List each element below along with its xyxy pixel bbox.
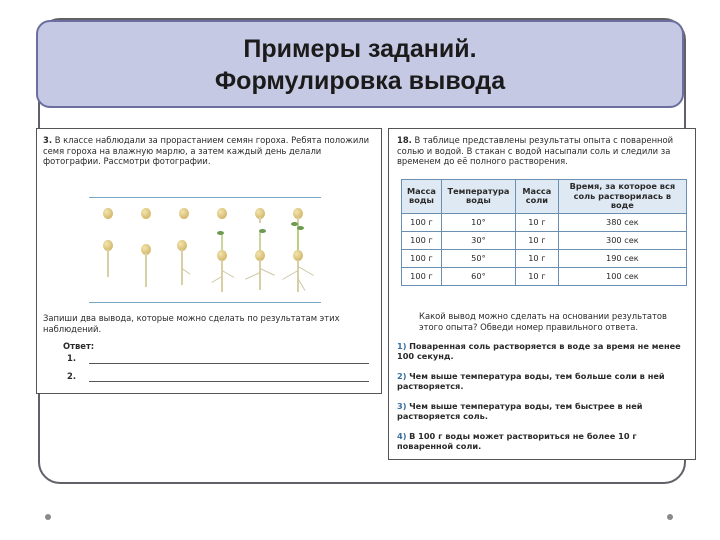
seed-day-3 [179, 208, 189, 219]
root-branch [298, 266, 314, 276]
corner-dot-right [667, 514, 673, 520]
root [259, 260, 261, 290]
table-header: Масса воды [402, 180, 442, 214]
answer-2-line[interactable] [89, 381, 369, 382]
answer-option-1[interactable] [397, 341, 689, 361]
option-number: 3) [397, 401, 407, 411]
task-18-text-block [397, 135, 689, 167]
table-row [402, 231, 687, 249]
table-cell: 60° [441, 267, 515, 285]
sprout [259, 217, 261, 223]
stem [259, 232, 261, 250]
table-cell: 10 г [515, 249, 558, 267]
table-cell: 190 сек [558, 249, 686, 267]
table-header: Температура воды [441, 180, 515, 214]
task-18-panel [388, 128, 696, 460]
table-cell: 30° [441, 231, 515, 249]
leaf [297, 226, 304, 230]
table-cell: 10 г [515, 231, 558, 249]
task-18-number: 18. [397, 135, 412, 145]
table-header-row [402, 180, 687, 214]
task-18-question: Какой вывод можно сделать на основании результатов этого опыта? Обведи номер правильного ответа. [419, 311, 667, 332]
answer-1-line[interactable] [89, 363, 369, 364]
slide-title [36, 33, 684, 97]
task-3-question: Запиши два вывода, которые можно сделать по результатам этих наблюдений. [43, 313, 340, 334]
leaf [217, 231, 224, 235]
task-18-text: В таблице представлены результаты опыта с поваренной солью и водой. В стакан с водой насыпали соль и следили за временем до её полного растворения. [397, 135, 674, 166]
task-3-number: 3. [43, 135, 53, 145]
option-text: Чем выше температура воды, тем больше соли в ней растворяется. [397, 371, 665, 392]
root-branch [182, 268, 191, 275]
seed-day-1 [103, 208, 113, 219]
option-number: 2) [397, 371, 407, 381]
table-cell: 380 сек [558, 213, 686, 231]
table-cell: 10° [441, 213, 515, 231]
root-branch [245, 272, 260, 280]
root [145, 253, 147, 287]
seed-photos [89, 197, 321, 303]
table-row [402, 213, 687, 231]
table-header: Масса соли [515, 180, 558, 214]
seed-day-4 [217, 208, 227, 219]
stem [221, 234, 223, 250]
table-header: Время, за которое вся соль растворилась в воде [558, 180, 686, 214]
answer-1-label: 1. [67, 353, 77, 363]
root [297, 260, 299, 292]
title-line-2: Формулировка вывода [214, 67, 506, 95]
table-row [402, 249, 687, 267]
table-cell: 100 г [402, 213, 442, 231]
table-cell: 100 г [402, 231, 442, 249]
corner-dot-left [45, 514, 51, 520]
root [107, 249, 109, 277]
table-cell: 100 сек [558, 267, 686, 285]
task-3-panel [36, 128, 382, 394]
table-row [402, 267, 687, 285]
answer-label: Ответ: [63, 341, 95, 351]
root-branch [282, 270, 298, 280]
table-cell: 100 г [402, 249, 442, 267]
results-table [401, 179, 687, 286]
answer-option-4[interactable] [397, 431, 689, 451]
option-text: Поваренная соль растворяется в воде за время не менее 100 секунд. [397, 341, 681, 362]
title-line-1: Примеры заданий. [243, 35, 477, 63]
root-branch [260, 268, 275, 276]
option-text: Чем выше температура воды, тем быстрее в ней растворяется соль. [397, 401, 643, 422]
root-branch [222, 270, 235, 278]
option-text: В 100 г воды может раствориться не более 10 г поваренной соли. [397, 431, 637, 452]
leaf [259, 229, 266, 233]
table-cell: 10 г [515, 267, 558, 285]
answer-2-label: 2. [67, 371, 77, 381]
leaf [291, 222, 298, 226]
table-cell: 100 г [402, 267, 442, 285]
task-3-text-block [43, 135, 375, 167]
task-3-text: В классе наблюдали за прорастанием семян гороха. Ребята положили семя гороха на влажную марлю, а затем каждый день делали фотографии. Рассмотри фотографии. [43, 135, 370, 166]
option-number: 1) [397, 341, 407, 351]
option-number: 4) [397, 431, 407, 441]
table-cell: 50° [441, 249, 515, 267]
table-cell: 300 сек [558, 231, 686, 249]
seed-day-2 [141, 208, 151, 219]
answer-option-2[interactable] [397, 371, 689, 391]
table-cell: 10 г [515, 213, 558, 231]
answer-option-3[interactable] [397, 401, 689, 421]
